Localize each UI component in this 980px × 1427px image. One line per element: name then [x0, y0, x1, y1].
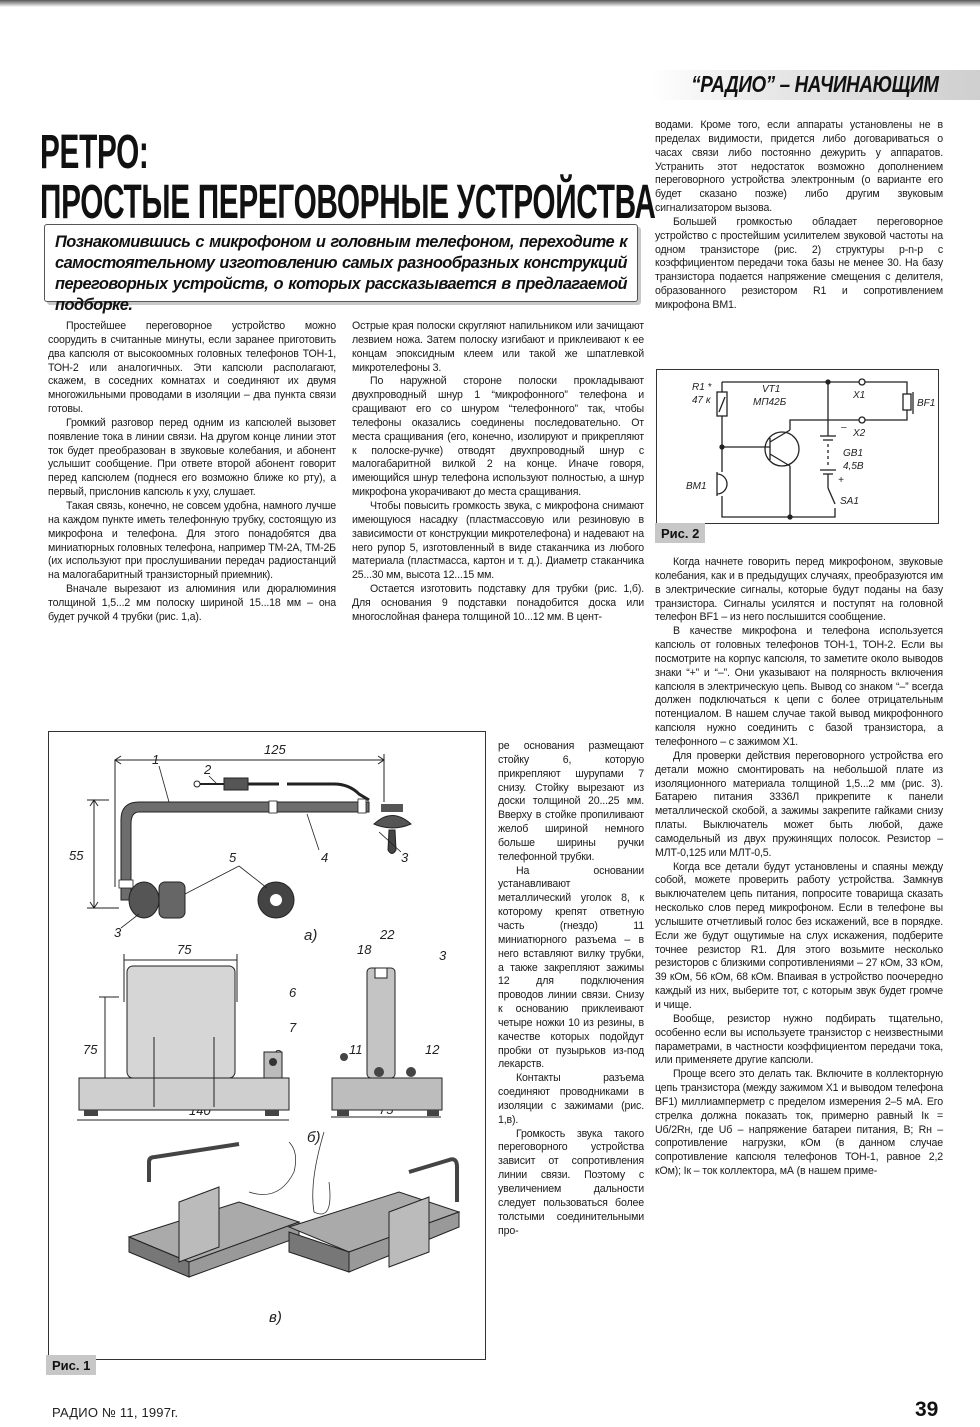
- part-4: 4: [321, 850, 329, 865]
- page-number: 39: [915, 1398, 939, 1421]
- dim-55: 55: [69, 848, 84, 863]
- label-r1-value: 47 к: [692, 395, 711, 406]
- article-title: [40, 128, 655, 228]
- title-line-1: РЕТРО:: [40, 126, 149, 179]
- column-2: [352, 320, 644, 625]
- label-bf1: BF1: [917, 398, 936, 409]
- column-3-bottom: [655, 556, 943, 1179]
- dim-3: 3: [439, 948, 447, 963]
- paragraph: По наружной стороне полоски прокладывают двухпроводный шнур 1 “микрофонного” телефона и сращивают его со шнуром “телефонного” так, чтобы телефоны оказались соединены последовательно. От места сращивания (его, конечно, изолируют и прикрепляют к полоске-ручке) отводят двухпроводный шнур с малогабаритной вилкой 2 на конце. Иначе говоря, имеющийся шнур телефона используют полностью, а шнур микрофона укорачивают до места сращивания.: [352, 375, 644, 499]
- figure-1-label: Рис. 1: [46, 1355, 96, 1375]
- label-x1: X1: [853, 390, 866, 401]
- paragraph: Остается изготовить подставку для трубки (рис. 1,б). Для основания 9 подставки понадобится доска или многослойная фанера толщиной 10...12 мм. В цент-: [352, 583, 644, 623]
- paragraph: Громкий разговор перед одним из капсюлей вызовет появление тока в линии связи. На другом конце линии этот ток будет преобразован в звуковые колебания, и абонент услышит сообщение. При ответе второй абонент говорит перед капсюлем (поднеся его возможно ближе ко рту), а первый, прислонив капсюль к уху, слушает.: [48, 416, 336, 499]
- part-6: 6: [289, 985, 297, 1000]
- lead-text: Познакомившись с микрофоном и головным телефоном, переходите к самостоятельному изготовлению самых разнообразных конструкций переговорных устройств, о которых рассказывается в предлагаемой подборке.: [55, 233, 627, 314]
- part-5: 5: [229, 850, 237, 865]
- paragraph: Вообще, резистор нужно подбирать тщательно, особенно если вы используете транзистор с неизвестными параметрами, в частности коэффициентом передачи тока, или применяете другие капсюли.: [655, 1012, 943, 1067]
- figure-2-label: Рис. 2: [655, 523, 705, 543]
- circuit-diagram: [657, 370, 937, 522]
- label-bm1: BM1: [686, 481, 707, 492]
- paragraph: Проще всего это делать так. Включите в коллекторную цепь транзистора (между зажимом X1 и выводом телефона BF1) миллиамперметр с пределом измерения 2–5 мА. Его стрелка должна показать ток, примерно равный Iк = Uб/2Rн, где Uб – напряжение батареи питания, В; Rн – сопротивление нагрузки, кОм (в данном случае сопротивление капсюля телефонов ТОН-1, равное 2,2 кОм); Iк – ток коллектора, мА (в нашем приме-: [655, 1068, 943, 1178]
- part-1: 1: [152, 752, 160, 767]
- paragraph: Острые края полоски скругляют напильником или зачищают лезвием ножа. Затем полоску изгибают и приклеивают к ее концам эпоксидным клеем или такой же шпатлевкой микротелефоны 3.: [352, 320, 644, 374]
- handset-stand-illustration: [49, 732, 484, 1358]
- label-r1: R1 *: [692, 382, 712, 393]
- paragraph: Громкость звука такого переговорного устройства зависит от сопротивления линии связи. Поэтому с увеличением дальности следует пользоваться более толстыми соединительными про-: [498, 1127, 644, 1237]
- label-minus: –: [841, 422, 847, 433]
- label-gb1-value: 4,5В: [843, 461, 864, 472]
- label-x2: X2: [853, 428, 866, 439]
- part-2: 2: [204, 762, 212, 777]
- column-3-top: [655, 119, 943, 313]
- paragraph: Простейшее переговорное устройство можно соорудить в считанные минуты, если заранее приготовить два капсюля от высокоомных головных телефонов ТОН-1, ТОН-2 или аналогичных. Эти капсюли располагают, скажем, в соседних комнатах и соединяют их двумя многожильными проводами в изоляции – два пункта связи готовы.: [48, 320, 336, 416]
- dim-125: 125: [264, 742, 286, 757]
- paragraph: Когда все детали будут установлены и спаяны между собой, можете проверить работу устройства. Замкнув выключателем цепь питания, попросите товарища сказать несколько слов перед микрофоном. Если в телефоне вы услышите отчетливый голос без искажений, все в порядке. Если же будут ощутимые на слух искажения, подберите точнее резистор R1. Для этого возьмите несколько резисторов с близкими сопротивлениями – 27 кОм, 33 кОм, 39 кОм, 56 кОм, 68 кОм. Впаивая в устройство поочередно каждый из них, выберите тот, с которым звук будет громче и чище.: [655, 860, 943, 1011]
- column-1: [48, 320, 336, 625]
- part-3: 3: [401, 850, 409, 865]
- dim-75-width: 75: [177, 942, 192, 957]
- paragraph: Вначале вырезают из алюминия или дюралюминия толщиной 1,5...2 мм полоску шириной 15...18 мм – она будет ручкой 4 трубки (рис. 1,а).: [48, 583, 336, 623]
- label-plus: +: [838, 475, 844, 486]
- issue-footer: РАДИО № 11, 1997г.: [52, 1405, 179, 1420]
- label-gb1: GB1: [843, 448, 864, 459]
- paragraph: На основании устанавливают металлический уголок 8, к которому крепят ответную часть (гнездо) 11 миниатюрного разъема – в него вставляют вилку трубки, а также закрепляют зажимы 12 для подключения проводов линии связи. Снизу к основанию приклеивают четыре ножки 10 из резины, в качестве которых подойдут пробки от пузырьков из-под лекарств.: [498, 864, 644, 1071]
- paragraph: Когда начнете говорить перед микрофоном, звуковые колебания, как и в предыдущих случаях, преобразуются им в электрические сигналы, которые будут поданы на базу транзистора. Сигналы усилятся и поступят на головной телефон BF1 – из него послышится сообщение.: [655, 556, 943, 624]
- sub-v: в): [269, 1309, 282, 1326]
- sub-a: а): [304, 927, 318, 944]
- part-12: 12: [425, 1042, 440, 1057]
- title-line-2: ПРОСТЫЕ ПЕРЕГОВОРНЫЕ УСТРОЙСТВА: [40, 176, 656, 229]
- column-2-narrow: [498, 740, 644, 1238]
- part-7: 7: [289, 1020, 297, 1035]
- dim-18: 18: [357, 942, 372, 957]
- figure-1-drawing: [48, 731, 486, 1360]
- part-3b: 3: [114, 925, 122, 940]
- label-vt1: VT1: [762, 384, 781, 395]
- paragraph: ре основания размещают стойку 6, которую прикрепляют шурупами 7 снизу. Стойку вырезают из доски толщиной 20...25 мм. Вверху в стойке пропиливают желоб шириной немного больше ширины ручки телефонной трубки.: [498, 740, 644, 863]
- sub-b: б): [307, 1129, 321, 1146]
- dim-75-height: 75: [83, 1042, 98, 1057]
- label-vt1-type: МП42Б: [753, 397, 787, 408]
- part-11: 11: [349, 1042, 363, 1057]
- paragraph: Для проверки действия переговорного устройства его детали можно смонтировать на небольшой плате из изоляционного материала толщиной 1,5...2 мм (рис. 3). Батарею питания 3336Л прикрепите к панели металлической скобой, а зажимы закрепите гайками снизу платы. Выключатель может быть любой, даже самодельный из двух пружинящих полосок. Резистор – МЛТ-0,125 или МЛТ-0,5.: [655, 749, 943, 859]
- lead-box: [44, 224, 638, 314]
- paragraph: Контакты разъема соединяют проводниками в изоляции с зажимами (рис. 1,в).: [498, 1072, 644, 1126]
- label-sa1: SA1: [840, 496, 859, 507]
- paragraph: Большей громкостью обладает переговорное устройство с простейшим усилителем звуковой частоты на одном транзисторе (рис. 2) структуры p-n-p с коэффициентом передачи тока базы не менее 30. На базу транзистора подается напряжение смещения с делителя, образованного резистором R1 и сопротивлением микрофона BM1.: [655, 215, 943, 311]
- paragraph: Такая связь, конечно, не совсем удобна, намного лучше на каждом пункте иметь телефонную трубку, состоящую из микрофона и телефона. Для этого понадобятся два миниатюрных головных телефона, например ТМ-2А, ТМ-2Б (их используют при прослушивании передач радиостанций на малогабаритный транзисторный приемник).: [48, 499, 336, 582]
- figure-2-schematic: [656, 369, 939, 524]
- paragraph: водами. Кроме того, если аппараты установлены не в пределах видимости, придется либо договариваться о часах связи либо постоянно дежурить у аппаратов. Устранить этот недостаток возможно дополнением переговорного устройства электронным (о варианте его будет сказано позже) либо другим звуковым сигнализатором вызова.: [655, 119, 943, 215]
- paragraph: В качестве микрофона и телефона используется капсюль от головных телефонов ТОН-1, ТОН-2. Если вы посмотрите на корпус капсюля, то заметите около выводов знаки “+” и “–”. Они указывают на полярность включения капсюля в электрическую цепь. Вывод со знаком “–” всегда должен подключаться к цепи с более отрицательным потенциалом. В нашем случае такой вывод микрофонного капсюля нужно соединить с базой транзистора, а телефонного – с зажимом X1.: [655, 625, 943, 748]
- paragraph: Чтобы повысить громкость звука, с микрофона снимают имеющуюся насадку (пластмассовую или резиновую в зависимости от конструкции микротелефона) и надевают на него рупор 5, изготовленный в виде стаканчика из любого материала (пластмасса, картон и т. д.). Диаметр стаканчика 25...30 мм, высота 12...15 мм.: [352, 499, 644, 582]
- section-title: “РАДИО” – НАЧИНАЮЩИМ: [690, 71, 938, 97]
- top-rule: [0, 0, 980, 7]
- dim-22: 22: [380, 927, 395, 942]
